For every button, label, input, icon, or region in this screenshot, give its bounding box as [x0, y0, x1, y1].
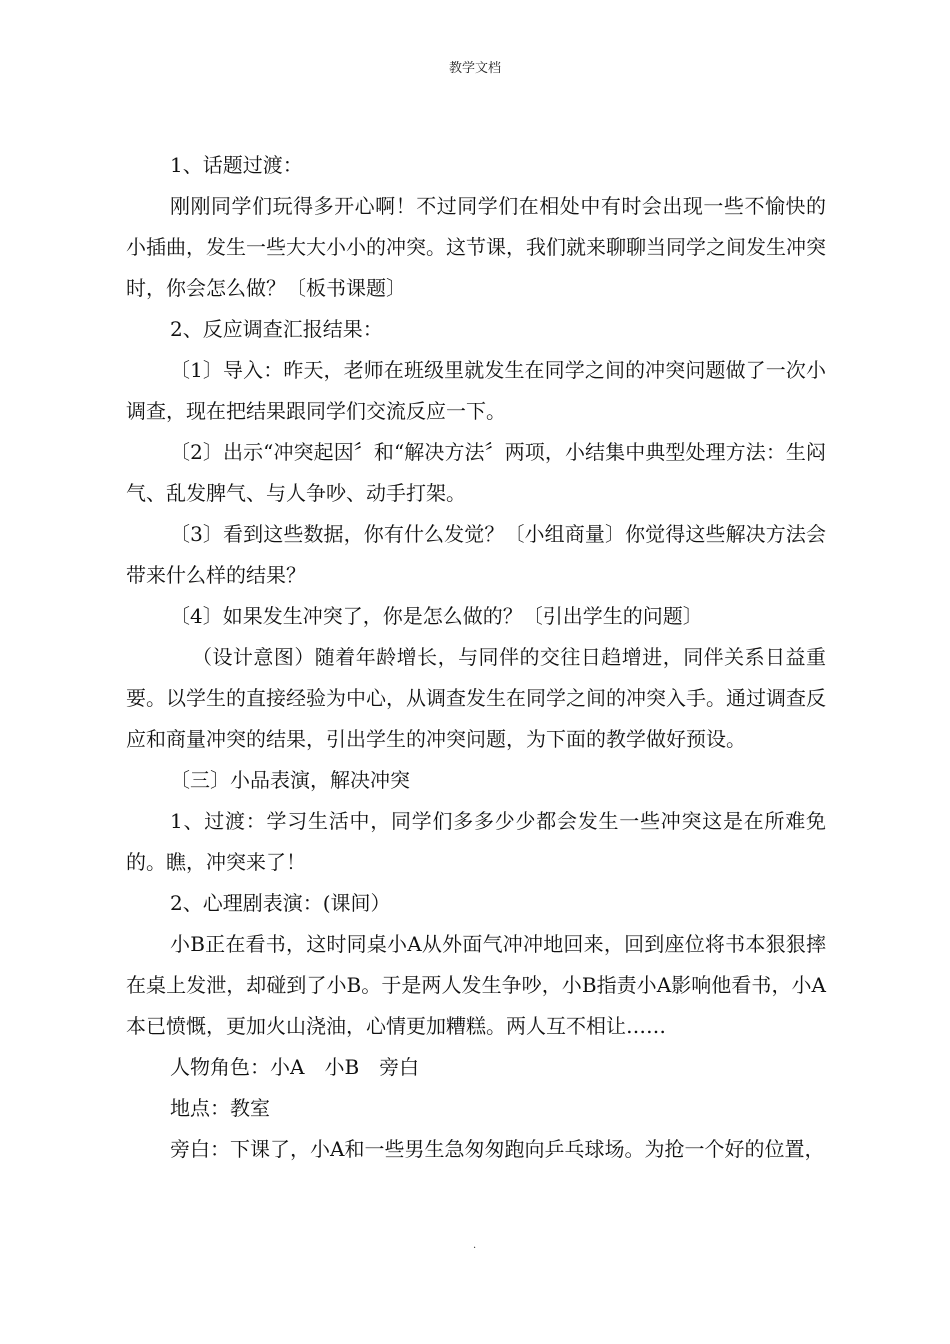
paragraph: 1、过渡：学习生活中，同学们多多少少都会发生一些冲突这是在所难免的。瞧，冲突来了！ — [126, 809, 826, 874]
paragraph: 〔1〕导入：昨天，老师在班级里就发生在同学之间的冲突问题做了一次小调查，现在把结果跟同学们交流反应一下。 — [126, 358, 826, 423]
paragraph: 〔2〕出示“冲突起因〞和“解决方法〞两项，小结集中典型处理方法：生闷气、乱发脾气、与人争吵、动手打架。 — [126, 440, 826, 505]
document-body — [126, 145, 826, 1170]
paragraph: 地点：教室 — [170, 1096, 270, 1120]
paragraph: 1、话题过渡： — [170, 153, 303, 177]
section-heading: 〔三〕小品表演，解决冲突 — [170, 768, 410, 792]
paragraph: 人物角色：小A 小B 旁白 — [170, 1055, 420, 1079]
paragraph: 刚刚同学们玩得多开心啊！不过同学们在相处中有时会出现一些不愉快的小插曲，发生一些大大小小的冲突。这节课，我们就来聊聊当同学之间发生冲突时，你会怎么做？〔板书课题〕 — [126, 194, 826, 300]
paragraph: 2、反应调查汇报结果： — [170, 317, 383, 341]
page-header: 教学文档 — [448, 61, 501, 76]
paragraph: （设计意图）随着年龄增长，与同伴的交往日趋增进，同伴关系日益重要。以学生的直接经验为中心，从调查发生在同学之间的冲突入手。通过调查反应和商量冲突的结果，引出学生的冲突问题，为下面的教学做好预设。 — [126, 645, 826, 751]
paragraph: 〔4〕如果发生冲突了，你是怎么做的？〔引出学生的问题〕 — [170, 604, 703, 628]
paragraph: 旁白：下课了，小A和一些男生急匆匆跑向乒乓球场。为抢一个好的位置， — [170, 1137, 825, 1161]
paragraph: 小B正在看书，这时同桌小A从外面气冲冲地回来，回到座位将书本狠狠摔在桌上发泄，却碰到了小B。于是两人发生争吵，小B指责小A影响他看书，小A本已愤慨，更加火山浇油，心情更加糟糕。两人互不相让…… — [126, 932, 826, 1038]
paragraph: 〔3〕看到这些数据，你有什么发觉？〔小组商量〕你觉得这些解决方法会带来什么样的结果？ — [126, 522, 826, 587]
footer-mark: . — [473, 1240, 477, 1251]
paragraph: 2、心理剧表演：(课间） — [170, 891, 391, 915]
